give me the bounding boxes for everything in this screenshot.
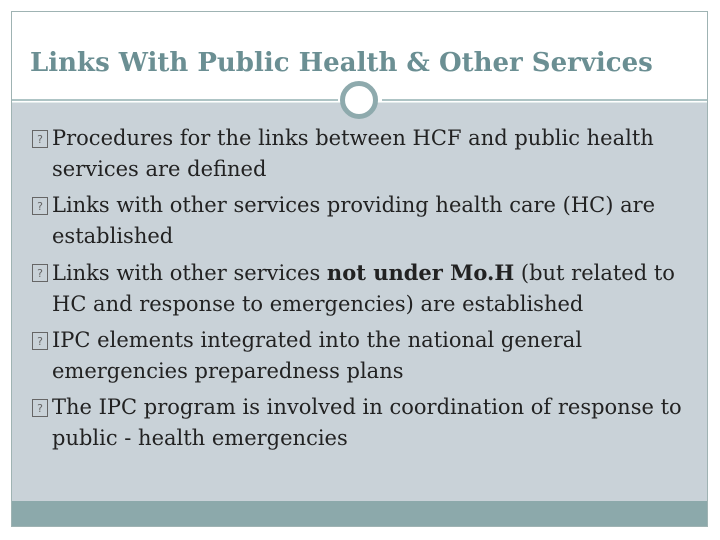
title-divider-right bbox=[382, 99, 707, 101]
bullet-item bbox=[32, 190, 692, 252]
missing-glyph-bullet-icon: ? bbox=[32, 399, 48, 417]
bullet-item bbox=[32, 257, 692, 320]
content-panel bbox=[12, 103, 707, 501]
title-divider-left bbox=[12, 99, 338, 101]
title-circle-ornament bbox=[340, 81, 378, 119]
bullet-item bbox=[32, 325, 692, 387]
bullet-list bbox=[32, 123, 692, 459]
bullet-text-pre: Links with other services bbox=[52, 261, 327, 285]
bullet-text-post: (but related to HC and response to emergencies) are established bbox=[52, 261, 675, 316]
missing-glyph-bullet-icon: ? bbox=[32, 130, 48, 148]
slide-title: Links With Public Health & Other Services bbox=[30, 48, 653, 78]
missing-glyph-bullet-icon: ? bbox=[32, 264, 48, 282]
bullet-text: IPC elements integrated into the national general emergencies preparedness plans bbox=[52, 328, 583, 383]
footer-bar bbox=[12, 501, 707, 526]
bullet-text: The IPC program is involved in coordination of response to public - health emergencies bbox=[52, 395, 682, 450]
bullet-text: Procedures for the links between HCF and public health services are defined bbox=[52, 126, 654, 181]
bullet-text: Links with other services providing health care (HC) are established bbox=[52, 193, 656, 248]
bullet-text-bold: not under Mo.H bbox=[326, 260, 515, 285]
missing-glyph-bullet-icon: ? bbox=[32, 197, 48, 215]
missing-glyph-bullet-icon: ? bbox=[32, 332, 48, 350]
bullet-item bbox=[32, 123, 692, 185]
bullet-item bbox=[32, 392, 692, 454]
